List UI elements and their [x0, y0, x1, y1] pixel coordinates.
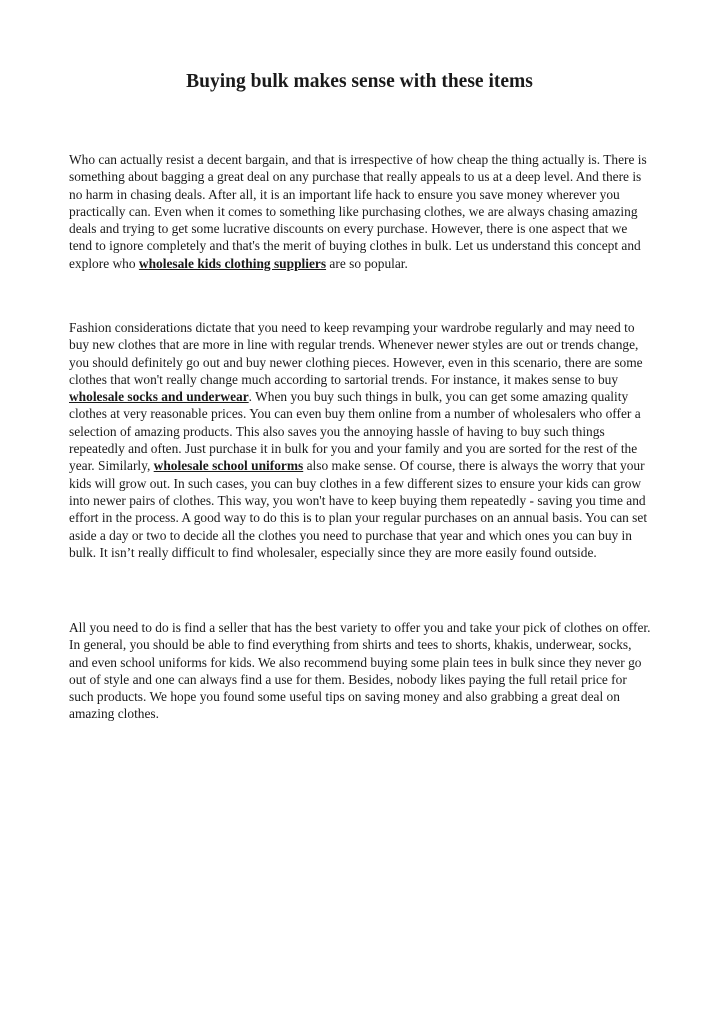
paragraph-text: also make sense. Of course, there is always the worry that your kids will grow out. In such cases, you can buy clothes in a few different sizes to ensure your kids can grow into newer pairs of clothes. This way, you won't have to keep buying them repeatedly - saving you time and effort in the process. A good way to do this is to plan your regular purchases on an annual basis. You can set aside a day or two to decide all the clothes you need to purchase that year and which ones you can buy in bulk. It isn’t really difficult to find wholesaler, especially since they are more easily found outside.: [69, 458, 648, 560]
paragraph-fashion-considerations: [69, 319, 653, 561]
document-title: Buying bulk makes sense with these items: [186, 71, 533, 92]
link-wholesale-school-uniforms[interactable]: wholesale school uniforms: [153, 458, 304, 474]
paragraph-conclusion: [69, 619, 653, 723]
paragraph-intro: [69, 151, 653, 272]
link-wholesale-socks-and-underwear[interactable]: wholesale socks and underwear: [69, 389, 249, 405]
link-wholesale-kids-clothing-suppliers[interactable]: wholesale kids clothing suppliers: [138, 255, 327, 271]
paragraph-text: Who can actually resist a decent bargain, and that is irrespective of how cheap the thing actually is. There is something about bagging a great deal on any purchase that really appeals to us at a deep level. And there is no harm in chasing deals. After all, it is an important life hack to ensure you save money wherever you practically can. Even when it comes to something like purchasing clothes, we are always chasing amazing deals and trying to get some lucrative discounts on every purchase. However, there is one aspect that we tend to ignore completely and that's the merit of buying clothes in bulk. Let us understand this concept and explore who: [69, 152, 647, 271]
paragraph-text: . When you buy such things in bulk, you can get some amazing quality clothes at very reasonable prices. You can even buy them online from a number of wholesalers who offer a selection of amazing products. This also saves you the annoying hassle of having to buy such things repeatedly and often. Just purchase it in bulk for you and your family and you are sorted for the rest of the year. Similarly,: [69, 389, 641, 474]
paragraph-text: are so popular.: [326, 255, 408, 271]
paragraph-text: Fashion considerations dictate that you need to keep revamping your wardrobe regularly and may need to buy new clothes that are more in line with regular trends. Whenever newer styles are out or trends change, you should definitely go out and buy newer clothing pieces. However, even in this scenario, there are some clothes that won't really change much according to sartorial trends. For instance, it makes sense to buy: [69, 320, 643, 387]
paragraph-text: All you need to do is find a seller that has the best variety to offer you and take your pick of clothes on offer. In general, you should be able to find everything from shirts and tees to shorts, khakis, underwear, socks, and even school uniforms for kids. We also recommend buying some plain tees in bulk since they never go out of style and one can always find a use for them. Besides, nobody likes paying the full retail price for such products. We hope you found some useful tips on saving money and also grabbing a great deal on amazing clothes.: [69, 620, 651, 722]
